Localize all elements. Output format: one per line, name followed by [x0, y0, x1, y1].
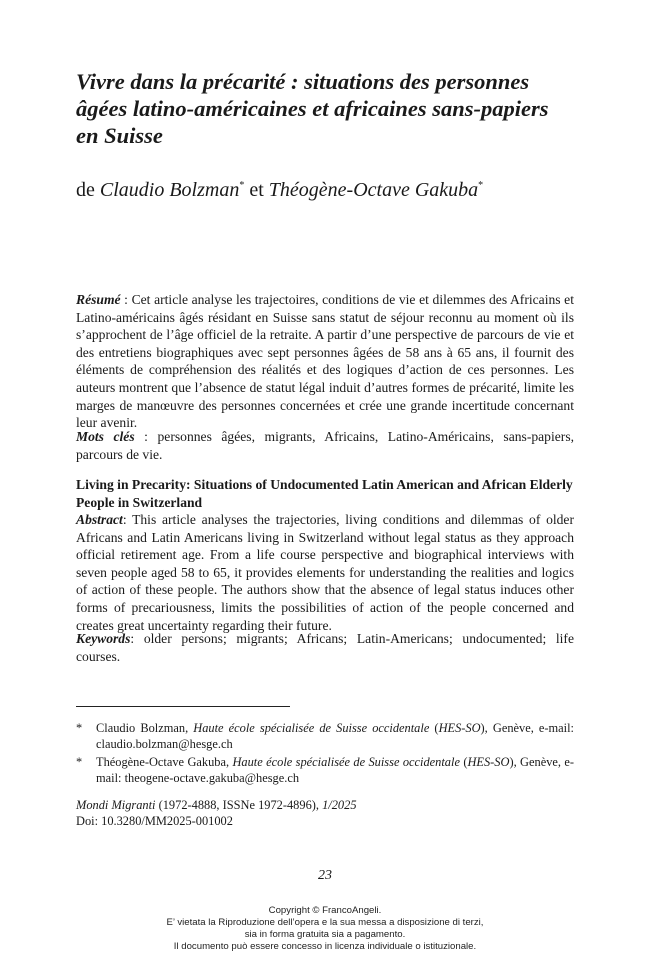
abstract-paragraph: [76, 511, 574, 634]
keywords-text: : older persons; migrants; Africans; Latin-Americans; undocumented; life courses.: [76, 631, 574, 664]
journal-issn: (1972-4888, ISSNe 1972-4896),: [155, 798, 323, 812]
footnote-1-text: [96, 720, 574, 752]
footnote-2-rest: ), Genève, e-mail: theogene-octave.gakuba@hesge.ch: [96, 755, 575, 785]
journal-name: Mondi Migranti: [76, 798, 156, 812]
mots-cles-paragraph: [76, 428, 574, 463]
footnote-2: [76, 754, 574, 786]
author-1-footnote-mark: *: [239, 180, 245, 191]
footnote-1-abbr: HES-SO: [438, 721, 481, 735]
footnote-divider: [76, 706, 290, 707]
resume-text: : Cet article analyse les trajectoires, conditions de vie et dilemmes des Africains et Latino-américains âgés résidant en Suisse sans statut de séjour reconnu au moment où ils s’approchent de l’âge officiel de la retraite. A partir d’une perspective de parcours de vie et des entretiens biographiques avec sept personnes âgées de 58 ans à 65 ans, il fournit des éléments de compréhension des réalités et des logiques d’action de ces personnes. Les auteurs montrent que l’absence de statut légal induit d’autres formes de précarité, limite les marges de manœuvre des personnes concernées et crée une grande incertitude concernant leur avenir.: [76, 292, 574, 431]
page-number: 23: [318, 868, 332, 883]
abstract-label: Abstract: [76, 512, 123, 527]
journal-citation: [76, 797, 357, 829]
footnote-1-institution: Haute école spécialisée de Suisse occidentale: [193, 721, 430, 735]
footnote-2-institution: Haute école spécialisée de Suisse occidentale: [232, 755, 460, 769]
footnote-2-abbr-open: (: [459, 755, 468, 769]
byline: [76, 174, 576, 202]
article-title: Vivre dans la précarité : situations des personnes âgées latino-américaines et africaines sans-papiers en Suisse: [76, 69, 549, 148]
keywords-label: Keywords: [76, 631, 131, 646]
footnote-2-abbr: HES-SO: [467, 755, 510, 769]
footnote-1-mark: *: [76, 721, 83, 735]
resume-label: Résumé: [76, 292, 121, 307]
mots-cles-label: Mots clés: [76, 429, 135, 444]
copyright-line-4: Il documento può essere concesso in licenza individuale o istituzionale.: [173, 941, 477, 952]
author-2: Théogène-Octave Gakuba: [268, 179, 479, 201]
resume-paragraph: [76, 291, 574, 432]
byline-conjunction: et: [249, 179, 264, 201]
author-1: Claudio Bolzman: [99, 179, 240, 201]
footnote-1: [76, 720, 574, 752]
mots-cles-text: : personnes âgées, migrants, Africains, Latino-Américains, sans-papiers, parcours de vie.: [76, 429, 575, 462]
abstract-text: : This article analyses the trajectories, living conditions and dilemmas of older Africans and Latin Americans living in Switzerland without legal status as they approach official retirement age. From a life course perspective and biographical interviews with seven people aged 58 to 65, it provides elements for understanding the realities and logics of action of these people. The authors show that the absence of legal status induces other forms of precariousness, limits the possibilities of action of the people concerned and creates great uncertainty regarding their future.: [76, 512, 574, 633]
journal-doi: Doi: 10.3280/MM2025-001002: [76, 814, 233, 828]
copyright-notice: [0, 905, 650, 953]
footnote-2-name: Théogène-Octave Gakuba,: [96, 755, 233, 769]
copyright-line-2: E’ vietata la Riproduzione dell’opera e la sua messa a disposizione di terzi,: [166, 917, 484, 928]
english-title: Living in Precarity: Situations of Undocumented Latin American and African Elderly People in Switzerland: [76, 477, 573, 510]
copyright-line-1: Copyright © FrancoAngeli.: [268, 905, 382, 916]
keywords-paragraph: [76, 630, 574, 665]
footnote-2-mark: *: [76, 755, 83, 769]
journal-issue: 1/2025: [322, 798, 357, 812]
footnote-1-abbr-open: (: [429, 721, 439, 735]
footnote-2-text: [96, 754, 574, 786]
footnote-1-name: Claudio Bolzman,: [96, 721, 194, 735]
copyright-line-3: sia in forma gratuita sia a pagamento.: [244, 929, 406, 940]
footnote-1-rest: ), Genève, e-mail: claudio.bolzman@hesge.ch: [96, 721, 574, 751]
author-2-footnote-mark: *: [478, 180, 484, 191]
byline-prefix: de: [76, 179, 95, 201]
